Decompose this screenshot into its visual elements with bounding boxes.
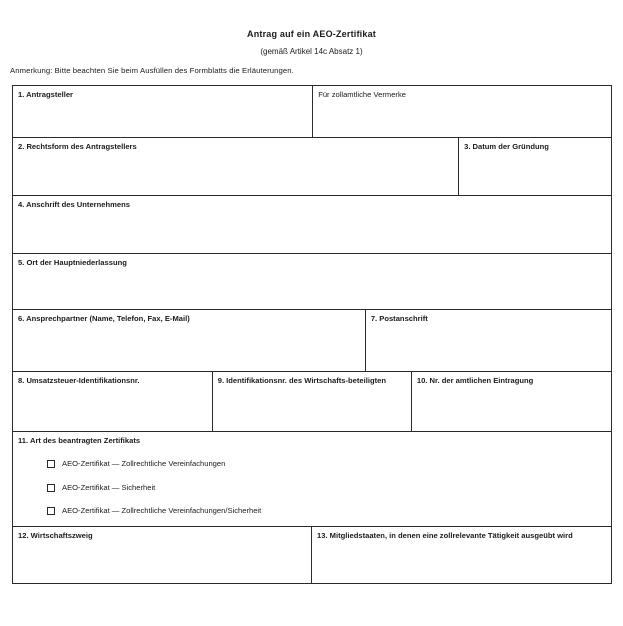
certificate-options [47,459,606,515]
field-2-rechtsform [13,138,459,195]
option-sicherheit [47,483,606,492]
field-2-label: 2. Rechtsform des Antragstellers [18,142,137,151]
field-1-antragsteller [13,86,313,137]
row-8 [13,527,611,583]
option-label: AEO-Zertifikat — Zollrechtliche Vereinfachungen [62,459,226,469]
field-8-umsatzsteuer-id [13,372,213,431]
row-7 [13,432,611,527]
checkbox-icon[interactable] [47,507,55,515]
row-3 [13,196,611,254]
field-1-label: 1. Antragsteller [18,90,74,99]
field-3-label: 3. Datum der Gründung [464,142,549,151]
field-12-label: 12. Wirtschaftszweig [18,531,93,540]
field-3-gruendungsdatum [459,138,611,195]
field-11-zertifikat-art [13,432,611,526]
row-4 [13,254,611,310]
field-13-mitgliedstaaten [312,527,611,583]
field-5-label: 5. Ort der Hauptniederlassung [18,258,127,267]
field-9-wirtschaftsbeteiligten-id [213,372,412,431]
option-vereinfachungen-sicherheit [47,506,606,515]
field-6-ansprechpartner [13,310,366,371]
field-9-label: 9. Identifikationsnr. des Wirtschafts-beteiligten [217,376,387,385]
field-customs-remarks [313,86,611,137]
field-6-label: 6. Ansprechpartner (Name, Telefon, Fax, E-Mail) [18,314,190,323]
field-7-label: 7. Postanschrift [370,314,428,323]
checkbox-icon[interactable] [47,484,55,492]
field-8-label: 8. Umsatzsteuer-Identifikationsnr. [18,376,140,385]
row-1 [13,86,611,138]
field-10-amtliche-eintragung [412,372,611,431]
field-11-label: 11. Art des beantragten Zertifikats [18,436,141,445]
page-title: Antrag auf ein AEO-Zertifikat [247,29,376,39]
field-13-label: 13. Mitgliedstaaten, in denen eine zollrelevante Tätigkeit ausgeübt wird [317,531,573,540]
aeo-application-form [12,85,612,584]
customs-remarks-label: Für zollamtliche Vermerke [318,90,406,99]
page-subtitle: (gemäß Artikel 14c Absatz 1) [260,47,363,56]
field-5-hauptniederlassung [13,254,611,309]
option-zollrechtliche-vereinfachungen [47,459,606,468]
option-label: AEO-Zertifikat — Zollrechtliche Vereinfachungen/Sicherheit [62,506,262,516]
option-label: AEO-Zertifikat — Sicherheit [62,482,156,492]
checkbox-icon[interactable] [47,460,55,468]
row-5 [13,310,611,372]
row-6 [13,372,611,432]
field-4-label: 4. Anschrift des Unternehmens [18,200,130,209]
field-12-wirtschaftszweig [13,527,312,583]
field-10-label: 10. Nr. der amtlichen Eintragung [416,376,534,385]
field-4-anschrift [13,196,611,253]
row-2 [13,138,611,196]
form-note: Anmerkung: Bitte beachten Sie beim Ausfüllen des Formblatts die Erläuterungen. [10,66,294,75]
field-7-postanschrift [366,310,611,371]
